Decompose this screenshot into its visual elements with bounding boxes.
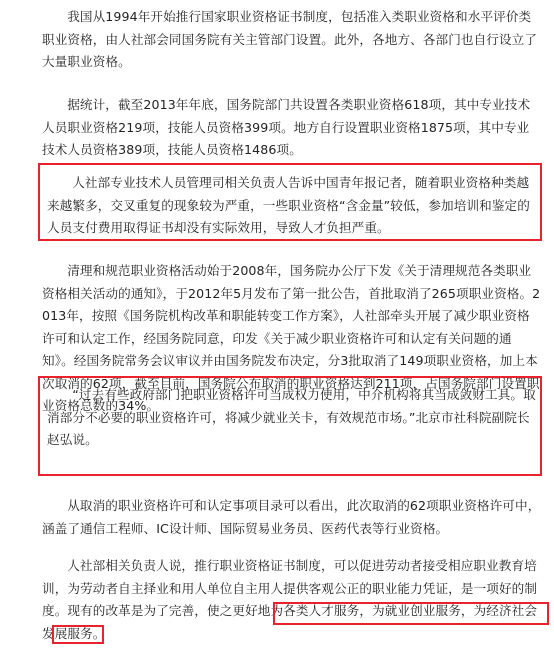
paragraph-4: 清理和规范职业资格活动始于2008年，国务院办公厅下发《关于清理规范各类职业资格相关活动的通知》，于2012年5月发布了第一批公告，首批取消了265项职业资格。2013年，按照《国务院机构改革和职能转变工作方案》，人社部牵头开展了减少职业资格许可和认定工作，经国务院同意，印发《关于减少职业资格许可和认定有关问题的通知》。经国务院常务会议审议并由国务院发布决定，分3批取消了149项职业资格，加上本次取消的62项，截至目前，国务院公布取消的职业资格达到211项，占国务院部门设置职业资格总数的34%。 xyxy=(42,263,541,413)
paragraph-6: 从取消的职业资格许可和认定事项目录可以看出，此次取消的62项职业资格许可中，涵盖了通信工程师、IC设计师、国际贸易业务员、医药代表等行业资格。 xyxy=(42,498,541,536)
paragraph-2: 据统计，截至2013年年底，国务院部门共设置各类职业资格618项，其中专业技术人员职业资格219项，技能人员资格399项。地方自行设置职业资格1875项，其中专业技术人员资格389项，技能人员资格1486项。 xyxy=(42,97,531,157)
paragraph-3-highlighted: 人社部专业技术人员管理司相关负责人告诉中国青年报记者，随着职业资格种类越来越繁多，交叉重复的现象较为严重，一些职业资格“含金量”较低，参加培训和鉴定的人员支付费用取得证书却没有实际效用，导致人才负担严重。 xyxy=(47,175,530,235)
paragraph-7: 人社部相关负责人说，推行职业资格证书制度，可以促进劳动者接受相应职业教育培训，为劳动者自主择业和用人单位自主用人提供客观公正的职业能力凭证，是一项好的制度。现有的改革是为了完善，使之更好地为各类人才服务，为就业创业服务，为经济社会发展服务。 xyxy=(42,558,538,641)
paragraph-5-highlighted-quote: “过去有些政府部门把职业资格许可当成权力使用，中介机构将其当成敛财工具。取消部分不必要的职业资格许可，将减少就业关卡，有效规范市场。”北京市社科院副院长赵弘说。 xyxy=(47,387,536,447)
paragraph-1: 我国从1994年开始推行国家职业资格证书制度，包括准入类职业资格和水平评价类职业资格，由人社部会同国务院有关主管部门设置。此外，各地方、各部门也自行设立了大量职业资格。 xyxy=(42,9,538,69)
